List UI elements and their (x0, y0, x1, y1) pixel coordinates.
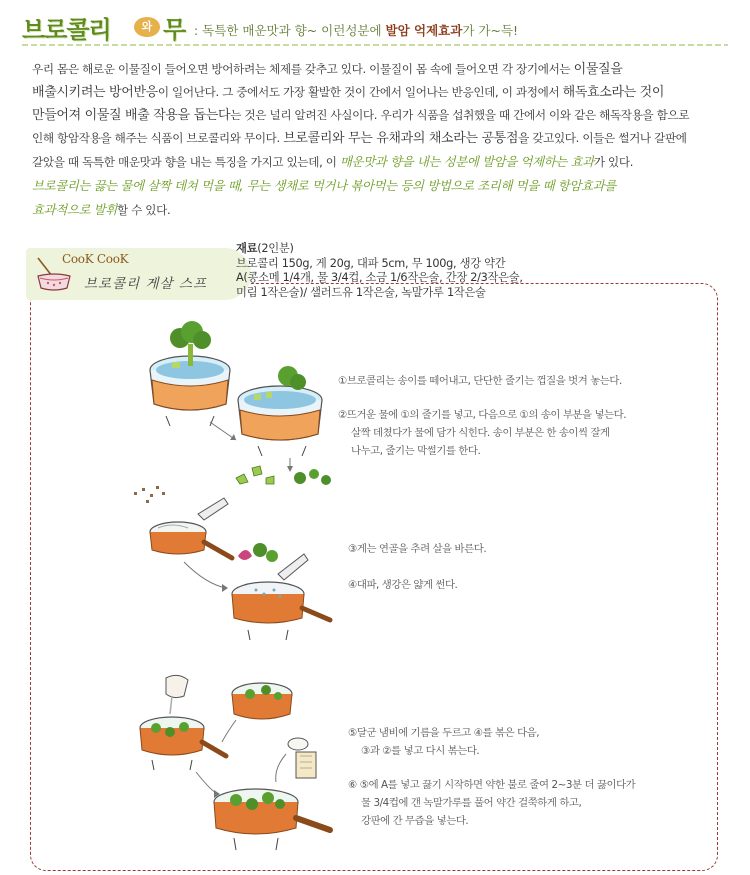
ingredients-line: 브로콜리 150g, 게 20g, 대파 5cm, 무 100g, 생강 약간 (236, 256, 506, 270)
intro-line: 브로콜리는 끓는 물에 살짝 데쳐 먹을 때, 무는 생채로 먹거나 볶아먹는 등의 방법으로 조리해 먹을 때 항암효과를 (32, 178, 616, 193)
title-broccoli: 브로콜리 (22, 16, 111, 44)
step-6: ⑥ ⑤에 A를 넣고 끓기 시작하면 약한 불로 줄여 2~3분 더 끓이다가 물 3/4컵에 갠 녹말가루를 풀어 약간 걸쭉하게 하고, 강판에 간 무즙을 넣는다. (348, 779, 636, 827)
step-2: ②뜨거운 물에 ①의 줄기를 넣고, 다음으로 ①의 송이 부분을 넣는다. 살짝 데쳤다가 물에 담가 식힌다. 송이 부분은 한 송이씩 잘게 나누고, 줄기는 막썰기를 한다. (338, 409, 627, 457)
intro-line: 갈았을 때 독특한 매운맛과 향을 내는 특징을 가지고 있는데, 이 매운맛과 향을 내는 성분에 발암을 억제하는 효과가 있다. (32, 154, 634, 169)
intro-paragraph (32, 58, 727, 222)
cook-label: CooK CooK (62, 252, 129, 266)
ingredients-line: A(콩소메 1/4개, 물 3/4컵, 소금 1/6작은술, 간장 2/3작은술, (236, 271, 523, 285)
intro-line: 만들어져 이물질 배출 작용을 돕는다는 것은 널리 알려진 사실이다. 우리가 식품을 섭취했을 때 간에서 이와 같은 해독작용을 함으로 (32, 108, 690, 123)
step-4: ④대파, 생강은 얇게 썬다. (348, 579, 458, 591)
frying-simmering-illustration (126, 672, 346, 862)
step-5: ⑤달군 냄비에 기름을 두르고 ④를 볶은 다음, ③과 ②를 넣고 다시 볶는다. (348, 727, 540, 757)
step-3: ③게는 연골을 추려 살을 바른다. (348, 543, 487, 555)
page-header (22, 8, 722, 44)
intro-line: 효과적으로 발휘할 수 있다. (32, 202, 171, 217)
header-divider (22, 44, 728, 46)
intro-line: 인해 항암작용을 해주는 식품이 브로콜리와 무이다. 브로콜리와 무는 유채과의 채소라는 공통점을 갖고있다. 이들은 썰거나 갈판에 (32, 131, 687, 146)
cook-banner (26, 248, 251, 300)
ingredients-block (236, 242, 596, 300)
header-subtitle: : 독특한 매운맛과 향~ 이런성분에 발암 억제효과가 가~득! (194, 23, 519, 38)
step-1: ①브로콜리는 송이를 떼어내고, 단단한 줄기는 껍질을 벗겨 놓는다. (338, 375, 622, 387)
title-radish: 무 (163, 16, 187, 44)
intro-line: 배출시키려는 방어반응이 일어난다. 그 중에서도 가장 활발한 것이 간에서 일어나는 반응인데, 이 과정에서 해독효소라는 것이 (32, 85, 665, 100)
crab-saucepan-illustration (128, 484, 338, 644)
ingredients-line: 미림 1작은술)/ 샐러드유 1작은술, 녹말가루 1작은술 (236, 285, 486, 299)
recipe-title: 브로콜리 게살 스프 (84, 276, 207, 292)
boiling-broccoli-illustration (140, 318, 340, 493)
intro-line: 우리 몸은 해로운 이물질이 들어오면 방어하려는 체제를 갖추고 있다. 이물질이 몸 속에 들어오면 각 장기에서는 이물질을 (32, 62, 623, 77)
title-and-badge: 와 (134, 17, 160, 37)
ingredients-heading: 재료(2인분) (236, 242, 294, 255)
